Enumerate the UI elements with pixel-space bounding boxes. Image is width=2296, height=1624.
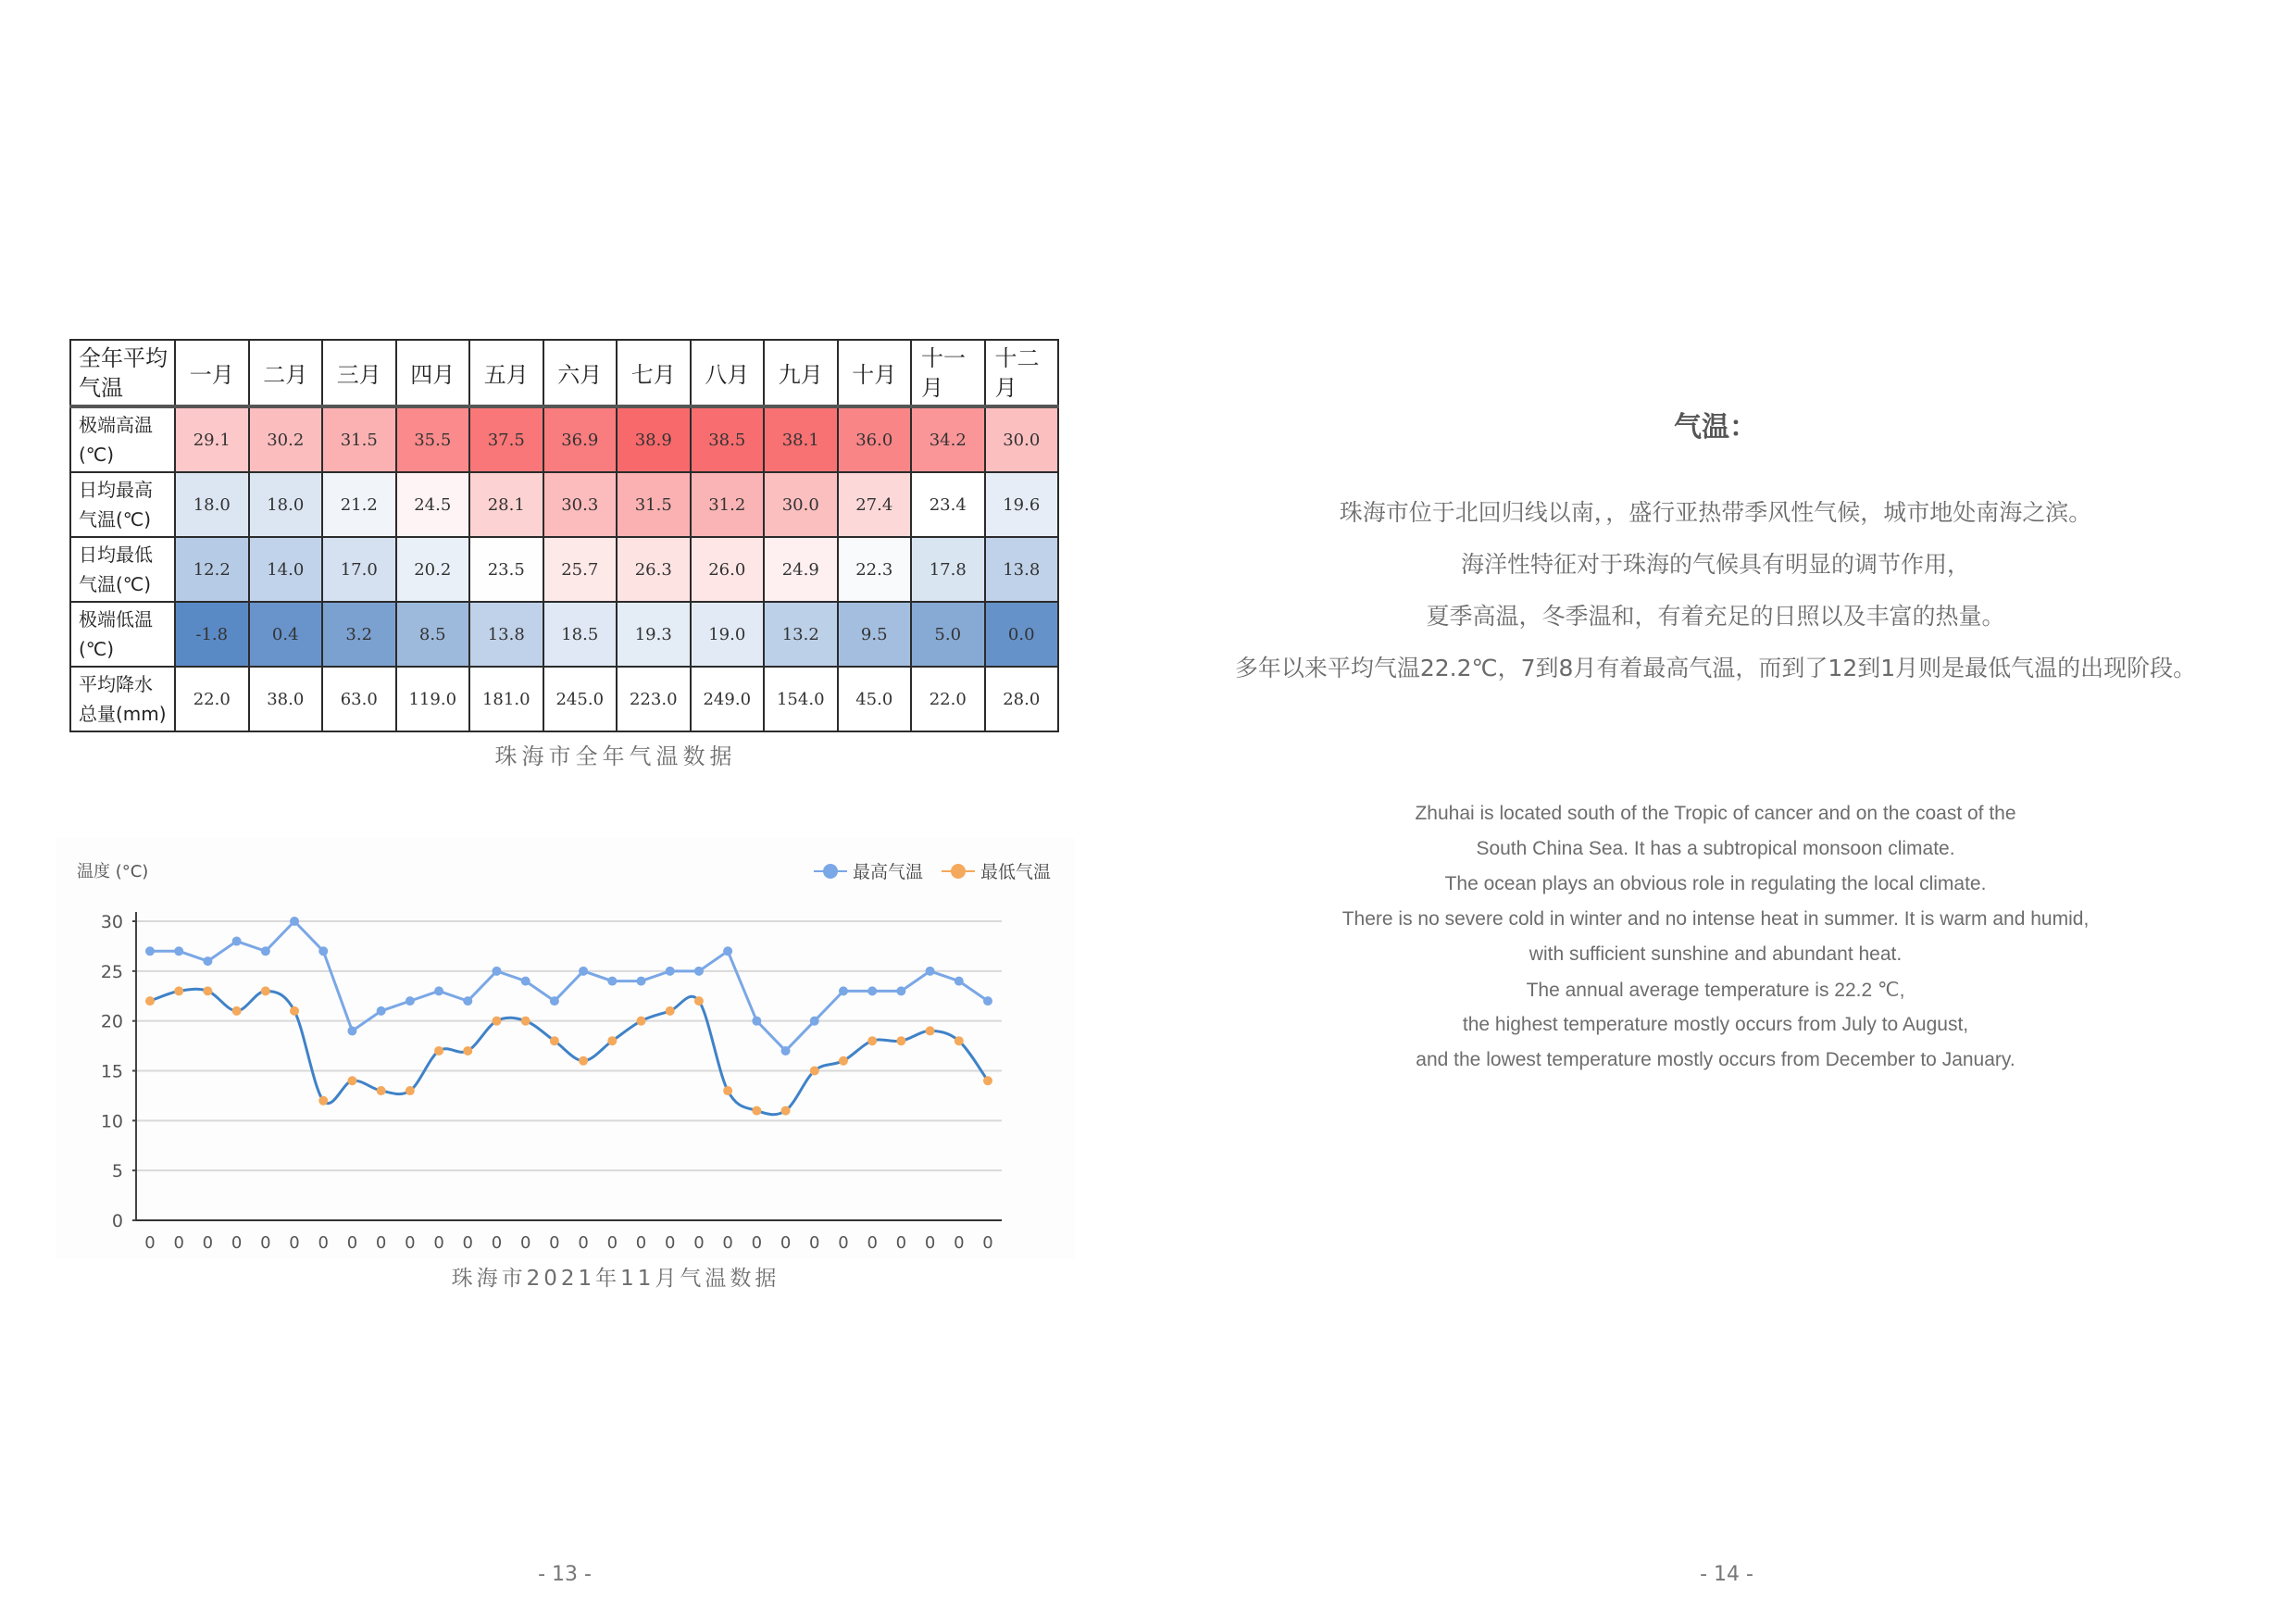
- x-tick-label: 0: [780, 1233, 792, 1253]
- month-header-cell: 二月: [249, 340, 323, 406]
- high-temp-marker: [723, 946, 732, 956]
- high-temp-marker: [377, 1006, 386, 1016]
- x-tick-label: 0: [722, 1233, 733, 1253]
- high-temp-marker: [318, 946, 328, 956]
- value-cell: 13.8: [469, 602, 543, 667]
- corner-header-cell: [70, 340, 175, 406]
- high-temp-marker: [752, 1017, 761, 1026]
- value-cell: 3.2: [322, 602, 396, 667]
- high-temp-marker: [145, 946, 155, 956]
- value-cell: 181.0: [469, 667, 543, 731]
- row-label-line: (℃): [79, 443, 115, 466]
- high-temp-marker: [174, 946, 183, 956]
- high-temp-marker: [839, 986, 848, 995]
- low-temp-marker: [232, 1006, 242, 1016]
- high-temp-marker: [637, 977, 646, 986]
- value-cell: 28.0: [985, 667, 1059, 731]
- row-label-line: 日均最高: [79, 479, 153, 501]
- high-temp-marker: [666, 967, 675, 976]
- value-cell: 119.0: [396, 667, 470, 731]
- value-cell: 24.9: [764, 537, 838, 602]
- en-paragraph-line: and the lowest temperature mostly occurs from December to January.: [1416, 1049, 2015, 1070]
- high-temp-marker: [867, 986, 877, 995]
- value-cell: 25.7: [543, 537, 618, 602]
- table-caption: 珠海市全年气温数据: [494, 743, 737, 769]
- value-cell: 12.2: [175, 537, 249, 602]
- high-temp-marker: [955, 977, 964, 986]
- legend-high-icon: [823, 864, 838, 879]
- low-temp-marker: [781, 1106, 791, 1116]
- x-tick-label: 0: [318, 1233, 329, 1253]
- high-temp-line: [150, 921, 988, 1051]
- value-cell: 24.5: [396, 472, 470, 537]
- x-tick-label: 0: [924, 1233, 936, 1253]
- low-temp-marker: [377, 1086, 386, 1095]
- row-label-line: 平均降水: [79, 673, 153, 695]
- legend-label: 最高气温: [853, 862, 924, 882]
- high-temp-marker: [261, 946, 270, 956]
- x-tick-label: 0: [462, 1233, 474, 1253]
- value-cell: 18.0: [175, 472, 249, 537]
- low-temp-marker: [492, 1017, 501, 1026]
- en-paragraph-line: with sufficient sunshine and abundant heat.: [1529, 943, 1903, 965]
- low-temp-marker: [926, 1026, 935, 1035]
- low-temp-marker: [174, 986, 183, 995]
- x-tick-label: 0: [895, 1233, 907, 1253]
- value-cell: 30.0: [764, 472, 838, 537]
- y-tick-label: 25: [100, 961, 123, 982]
- value-cell: 34.2: [911, 406, 985, 472]
- month-label-part: 月: [994, 374, 1017, 401]
- high-temp-marker: [550, 996, 559, 1006]
- row-label-cell: [70, 667, 175, 731]
- month-label-part: 十二: [994, 344, 1040, 371]
- high-temp-marker: [810, 1017, 819, 1026]
- value-cell: 0.0: [985, 602, 1059, 667]
- x-tick-label: 0: [202, 1233, 214, 1253]
- value-cell: 31.5: [617, 472, 691, 537]
- x-tick-label: 0: [578, 1233, 589, 1253]
- low-temp-marker: [896, 1036, 905, 1045]
- en-paragraph-line: The annual average temperature is 22.2 ℃,: [1526, 980, 1905, 1001]
- low-temp-marker: [694, 996, 704, 1006]
- value-cell: 22.3: [838, 537, 912, 602]
- legend-low-icon: [951, 864, 966, 879]
- x-tick-label: 0: [982, 1233, 993, 1253]
- value-cell: 19.3: [617, 602, 691, 667]
- month-header-cell: 七月: [617, 340, 691, 406]
- corner-label-line: 气温: [79, 374, 123, 401]
- value-cell: 17.0: [322, 537, 396, 602]
- x-tick-label: 0: [173, 1233, 184, 1253]
- row-label-line: (℃): [79, 638, 115, 660]
- page-number-left: - 13 -: [538, 1563, 592, 1586]
- value-cell: 22.0: [911, 667, 985, 731]
- row-label-line: 极端高温: [79, 414, 153, 436]
- value-cell: 0.4: [249, 602, 323, 667]
- high-temp-marker: [347, 1026, 356, 1035]
- low-temp-marker: [145, 996, 155, 1006]
- value-cell: 8.5: [396, 602, 470, 667]
- value-cell: 26.3: [617, 537, 691, 602]
- section-title: 气温：: [1674, 411, 1757, 443]
- x-tick-label: 0: [606, 1233, 618, 1253]
- value-cell: 23.5: [469, 537, 543, 602]
- value-cell: 30.2: [249, 406, 323, 472]
- low-temp-marker: [290, 1006, 299, 1016]
- x-tick-label: 0: [809, 1233, 820, 1253]
- low-temp-marker: [261, 986, 270, 995]
- month-header-cell: 九月: [764, 340, 838, 406]
- row-label-cell: [70, 602, 175, 667]
- y-tick-label: 15: [100, 1061, 123, 1082]
- high-temp-marker: [607, 977, 617, 986]
- value-cell: 38.9: [617, 406, 691, 472]
- high-temp-marker: [781, 1046, 791, 1056]
- y-tick-label: 5: [111, 1161, 123, 1182]
- value-cell: 27.4: [838, 472, 912, 537]
- low-temp-marker: [406, 1086, 415, 1095]
- high-temp-marker: [406, 996, 415, 1006]
- page-number-right: - 14 -: [1700, 1563, 1753, 1586]
- value-cell: 13.2: [764, 602, 838, 667]
- low-temp-marker: [839, 1056, 848, 1066]
- high-temp-marker: [896, 986, 905, 995]
- table-row: [70, 406, 1058, 472]
- high-temp-marker: [983, 996, 992, 1006]
- value-cell: 37.5: [469, 406, 543, 472]
- row-label-cell: [70, 537, 175, 602]
- en-paragraph-line: the highest temperature mostly occurs from July to August,: [1462, 1014, 1969, 1035]
- value-cell: 18.5: [543, 602, 618, 667]
- value-cell: 36.0: [838, 406, 912, 472]
- value-cell: 30.0: [985, 406, 1059, 472]
- row-label-line: 总量(mm): [79, 703, 167, 725]
- x-tick-label: 0: [231, 1233, 243, 1253]
- low-temp-marker: [579, 1056, 588, 1066]
- x-tick-label: 0: [289, 1233, 300, 1253]
- x-tick-label: 0: [519, 1233, 531, 1253]
- low-temp-marker: [867, 1036, 877, 1045]
- low-temp-marker: [463, 1046, 472, 1056]
- high-temp-marker: [579, 967, 588, 976]
- y-tick-label: 30: [100, 912, 123, 932]
- x-tick-label: 0: [491, 1233, 503, 1253]
- low-temp-marker: [666, 1006, 675, 1016]
- high-temp-marker: [926, 967, 935, 976]
- row-label-cell: [70, 406, 175, 472]
- value-cell: 5.0: [911, 602, 985, 667]
- month-label-part: 十一: [921, 344, 966, 371]
- value-cell: 21.2: [322, 472, 396, 537]
- month-header-cell: 三月: [322, 340, 396, 406]
- low-temp-marker: [550, 1036, 559, 1045]
- en-paragraph-line: Zhuhai is located south of the Tropic of cancer and on the coast of the: [1415, 803, 2016, 824]
- x-tick-label: 0: [751, 1233, 763, 1253]
- month-header-cell: 八月: [691, 340, 765, 406]
- low-temp-marker: [955, 1036, 964, 1045]
- value-cell: 35.5: [396, 406, 470, 472]
- x-tick-label: 0: [867, 1233, 878, 1253]
- value-cell: 26.0: [691, 537, 765, 602]
- value-cell: 22.0: [175, 667, 249, 731]
- table-row: [70, 667, 1058, 731]
- low-temp-marker: [752, 1106, 761, 1116]
- month-header-cell: [985, 340, 1059, 406]
- x-tick-label: 0: [693, 1233, 705, 1253]
- low-temp-marker: [983, 1076, 992, 1085]
- row-label-line: 气温(℃): [79, 508, 152, 531]
- x-tick-label: 0: [549, 1233, 560, 1253]
- value-cell: 29.1: [175, 406, 249, 472]
- month-header-cell: 十月: [838, 340, 912, 406]
- cn-paragraph-line: 夏季高温，冬季温和，有着充足的日照以及丰富的热量。: [1426, 603, 2005, 630]
- value-cell: 17.8: [911, 537, 985, 602]
- value-cell: 9.5: [838, 602, 912, 667]
- value-cell: 31.5: [322, 406, 396, 472]
- table-header-row: [70, 340, 1058, 406]
- low-temp-marker: [347, 1076, 356, 1085]
- high-temp-marker: [290, 917, 299, 926]
- value-cell: 38.0: [249, 667, 323, 731]
- high-temp-marker: [434, 986, 443, 995]
- value-cell: 19.0: [691, 602, 765, 667]
- row-label-line: 日均最低: [79, 543, 153, 566]
- value-cell: 28.1: [469, 472, 543, 537]
- corner-label-line: 全年平均: [79, 344, 168, 371]
- month-header-cell: 五月: [469, 340, 543, 406]
- x-tick-label: 0: [260, 1233, 271, 1253]
- high-temp-marker: [492, 967, 501, 976]
- x-tick-label: 0: [405, 1233, 416, 1253]
- x-tick-label: 0: [664, 1233, 676, 1253]
- y-tick-label: 10: [100, 1111, 123, 1132]
- y-tick-label: 20: [100, 1011, 123, 1032]
- x-tick-label: 0: [375, 1233, 387, 1253]
- low-temp-marker: [637, 1017, 646, 1026]
- value-cell: 30.3: [543, 472, 618, 537]
- high-temp-marker: [521, 977, 530, 986]
- legend-label: 最低气温: [980, 862, 1052, 882]
- value-cell: 31.2: [691, 472, 765, 537]
- value-cell: 36.9: [543, 406, 618, 472]
- high-temp-marker: [463, 996, 472, 1006]
- y-axis-title: 温度 (°C): [77, 862, 149, 881]
- value-cell: 154.0: [764, 667, 838, 731]
- value-cell: -1.8: [175, 602, 249, 667]
- cn-paragraph-line: 海洋性特征对于珠海的气候具有明显的调节作用，: [1460, 551, 1970, 578]
- value-cell: 23.4: [911, 472, 985, 537]
- x-tick-label: 0: [433, 1233, 444, 1253]
- value-cell: 38.1: [764, 406, 838, 472]
- row-label-line: 极端低温: [79, 608, 153, 631]
- x-tick-label: 0: [346, 1233, 358, 1253]
- value-cell: 63.0: [322, 667, 396, 731]
- low-temp-marker: [203, 986, 212, 995]
- low-temp-marker: [607, 1036, 617, 1045]
- low-temp-marker: [318, 1096, 328, 1106]
- value-cell: 19.6: [985, 472, 1059, 537]
- high-temp-marker: [694, 967, 704, 976]
- high-temp-marker: [232, 937, 242, 946]
- low-temp-marker: [810, 1067, 819, 1076]
- low-temp-marker: [723, 1086, 732, 1095]
- month-header-cell: 四月: [396, 340, 470, 406]
- value-cell: 223.0: [617, 667, 691, 731]
- x-tick-label: 0: [144, 1233, 156, 1253]
- value-cell: 38.5: [691, 406, 765, 472]
- value-cell: 13.8: [985, 537, 1059, 602]
- en-paragraph-line: There is no severe cold in winter and no intense heat in summer. It is warm and humid,: [1341, 908, 2090, 930]
- x-tick-label: 0: [954, 1233, 965, 1253]
- month-header-cell: [911, 340, 985, 406]
- row-label-line: 气温(℃): [79, 573, 152, 595]
- annual-climate-table: [69, 339, 1059, 732]
- low-temp-line: [150, 989, 988, 1114]
- monthly-temperature-chart: [56, 838, 1075, 1259]
- cn-paragraph-line: 多年以来平均气温22.2℃，7到8月有着最高气温，而到了12到1月则是最低气温的出现阶段。: [1234, 655, 2197, 681]
- value-cell: 249.0: [691, 667, 765, 731]
- value-cell: 14.0: [249, 537, 323, 602]
- month-header-cell: 六月: [543, 340, 618, 406]
- value-cell: 245.0: [543, 667, 618, 731]
- value-cell: 18.0: [249, 472, 323, 537]
- line-chart-svg: [56, 838, 1075, 1259]
- high-temp-marker: [203, 956, 212, 966]
- chart-caption: 珠海市2021年11月气温数据: [451, 1267, 780, 1291]
- en-paragraph-line: The ocean plays an obvious role in regulating the local climate.: [1444, 873, 1987, 894]
- y-tick-label: 0: [111, 1211, 123, 1231]
- en-paragraph-line: South China Sea. It has a subtropical monsoon climate.: [1476, 838, 1955, 859]
- month-header-cell: 一月: [175, 340, 249, 406]
- month-label-part: 月: [921, 374, 943, 401]
- table-row: [70, 537, 1058, 602]
- row-label-cell: [70, 472, 175, 537]
- low-temp-marker: [434, 1046, 443, 1056]
- value-cell: 20.2: [396, 537, 470, 602]
- x-tick-label: 0: [838, 1233, 849, 1253]
- low-temp-marker: [521, 1017, 530, 1026]
- x-tick-label: 0: [635, 1233, 647, 1253]
- table-row: [70, 602, 1058, 667]
- table-row: [70, 472, 1058, 537]
- value-cell: 45.0: [838, 667, 912, 731]
- cn-paragraph-line: 珠海市位于北回归线以南，，盛行亚热带季风性气候，城市地处南海之滨。: [1339, 499, 2092, 526]
